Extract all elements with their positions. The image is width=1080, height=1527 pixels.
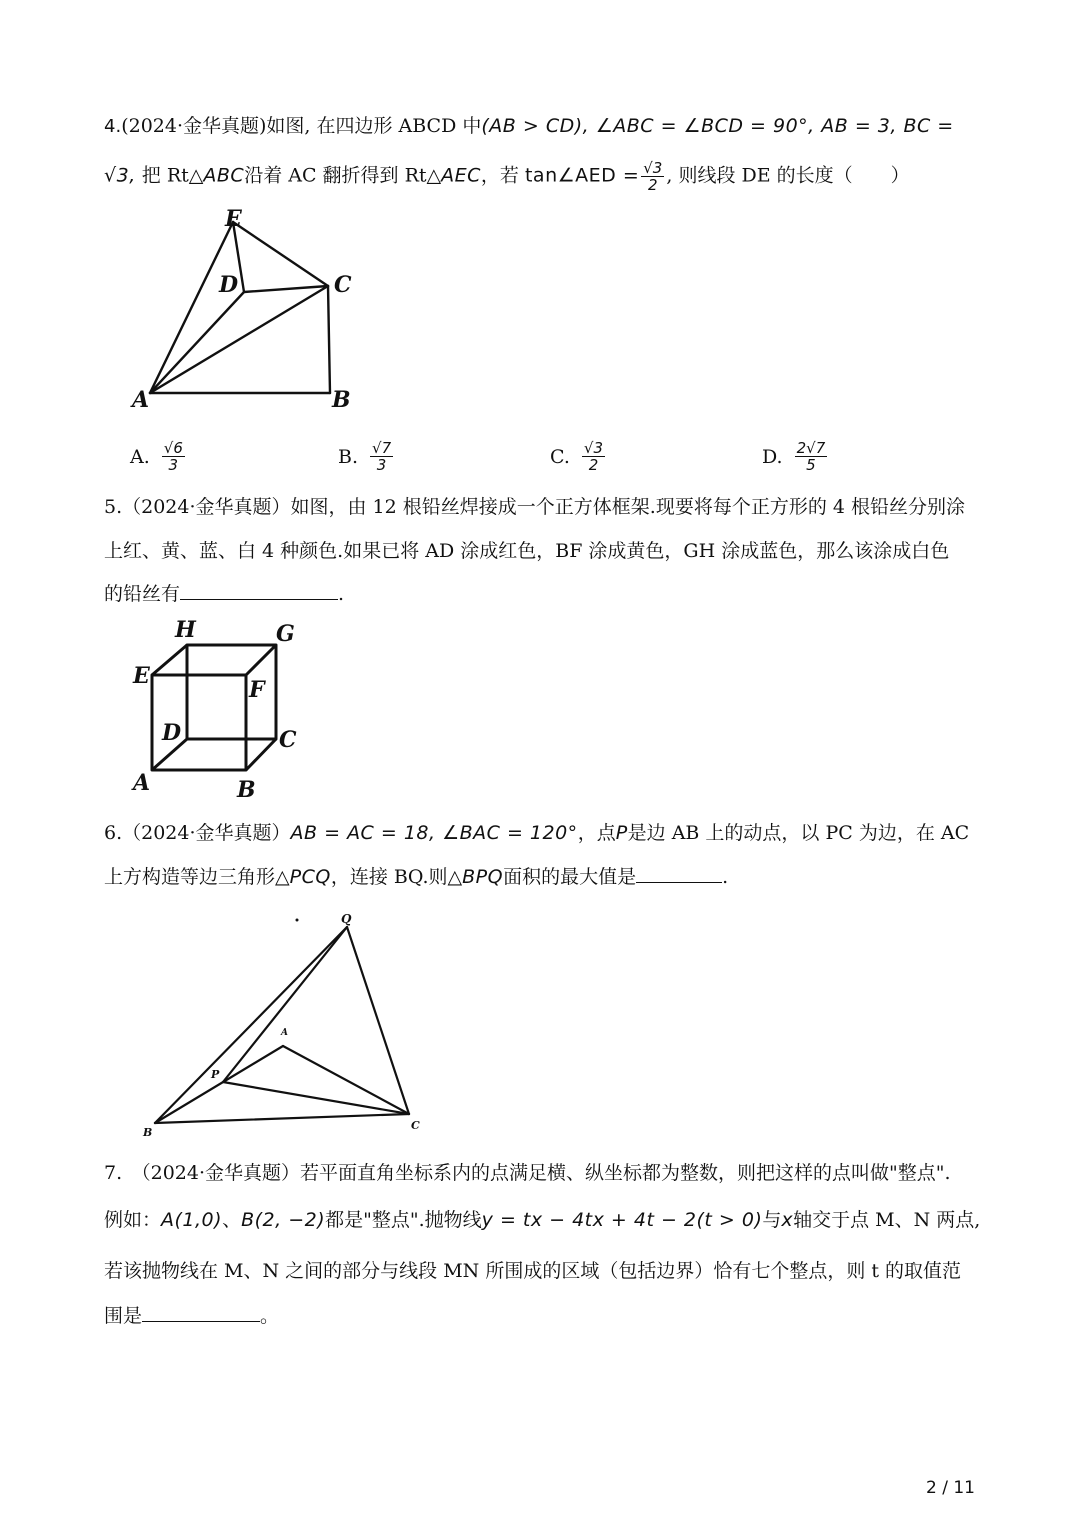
q6-figure bbox=[135, 905, 435, 1140]
q4-line-AD bbox=[150, 292, 244, 393]
q4-option-c[interactable]: C. $\frac{√3}{2}$ bbox=[550, 439, 604, 474]
q6-label-A: A bbox=[281, 1028, 288, 1038]
q5-label-F: F bbox=[249, 677, 265, 703]
q5-edge-FG bbox=[246, 645, 276, 675]
q5-label-H: H bbox=[175, 617, 196, 643]
q6-line2: 上方构造等边三角形△PCQ，连接 BQ.则△BPQ面积的最大值是 . bbox=[104, 862, 728, 890]
q4-label-E: E bbox=[225, 206, 242, 232]
q4-line2: √3, 把 Rt△ABC沿着 AC 翻折得到 Rt△AEC，若 tan∠AED = $\frac{√3}{2}$ , 则线段 DE 的长度（ ） bbox=[104, 159, 910, 194]
q4-line-CB bbox=[328, 286, 330, 393]
q6-line1: 6.（2024·金华真题）AB = AC = 18, ∠BAC = 120°，点P是边 AB 上的动点，以 PC 为边，在 AC bbox=[104, 822, 970, 844]
q5-line3: 的铅丝有 . bbox=[104, 579, 344, 607]
q4-option-b[interactable]: B. $\frac{√7}{3}$ bbox=[338, 439, 392, 474]
q5-label-C: C bbox=[279, 727, 297, 753]
q5-label-B: B bbox=[237, 777, 256, 803]
q4-label-A: A bbox=[132, 387, 150, 413]
q6-label-B: B bbox=[143, 1126, 153, 1139]
q4-option-d[interactable]: D. $\frac{2√7}{5}$ bbox=[762, 439, 826, 474]
q4-figure bbox=[120, 200, 370, 420]
q5-line1: 5.（2024·金华真题）如图，由 12 根铅丝焊接成一个正方体框架.现要将每个正方形的 4 根铅丝分别涂 bbox=[104, 496, 965, 518]
page-number: 2 / 11 bbox=[926, 1478, 975, 1498]
q6-dot bbox=[296, 919, 299, 922]
q5-label-E: E bbox=[133, 663, 150, 689]
q6-answer-blank[interactable] bbox=[636, 862, 722, 883]
q4-label-B: B bbox=[332, 387, 351, 413]
q6-line-BQ bbox=[155, 927, 347, 1123]
q7-line1: 7. （2024·金华真题）若平面直角坐标系内的点满足横、纵坐标都为整数，则把这样的点叫做"整点". bbox=[104, 1162, 951, 1184]
q5-edge-BC bbox=[246, 739, 276, 770]
q4-line-EC bbox=[233, 222, 328, 286]
q5-label-D: D bbox=[162, 720, 182, 746]
q5-cube-figure bbox=[125, 615, 315, 805]
q6-label-C: C bbox=[411, 1119, 420, 1132]
q5-label-G: G bbox=[276, 621, 295, 647]
q5-label-A: A bbox=[133, 770, 151, 796]
q6-line-PQ bbox=[223, 927, 347, 1082]
q4-option-a[interactable]: A. $\frac{√6}{3}$ bbox=[130, 439, 183, 474]
q7-answer-blank[interactable] bbox=[142, 1301, 260, 1322]
q6-line-BC bbox=[155, 1114, 409, 1123]
q4-line1: 4.(2024·金华真题)如图, 在四边形 ABCD 中(AB > CD), ∠ABC = ∠BCD = 90°, AB = 3, BC = bbox=[104, 115, 954, 137]
q5-edge-EH bbox=[152, 645, 187, 675]
q7-line4: 围是 。 bbox=[104, 1301, 279, 1329]
q4-label-D: D bbox=[219, 272, 239, 298]
q5-line2: 上红、黄、蓝、白 4 种颜色.如果已将 AD 涂成红色，BF 涂成黄色，GH 涂成蓝色，那么该涂成白色 bbox=[104, 540, 950, 562]
q6-label-Q: Q bbox=[341, 912, 352, 926]
q7-line2: 例如：A(1,0)、B(2, −2)都是"整点".抛物线y = tx − 4tx + 4t − 2(t > 0)与x轴交于点 M、N 两点, bbox=[104, 1209, 981, 1231]
q7-line3: 若该抛物线在 M、N 之间的部分与线段 MN 所围成的区域（包括边界）恰有七个整点，则 t 的取值范 bbox=[104, 1260, 962, 1282]
q5-answer-blank[interactable] bbox=[180, 579, 338, 600]
q4-label-C: C bbox=[334, 272, 352, 298]
tan-fraction: $\frac{√3}{2}$ bbox=[643, 159, 663, 194]
q4-line-DC bbox=[244, 286, 328, 292]
q6-label-P: P bbox=[211, 1068, 220, 1081]
